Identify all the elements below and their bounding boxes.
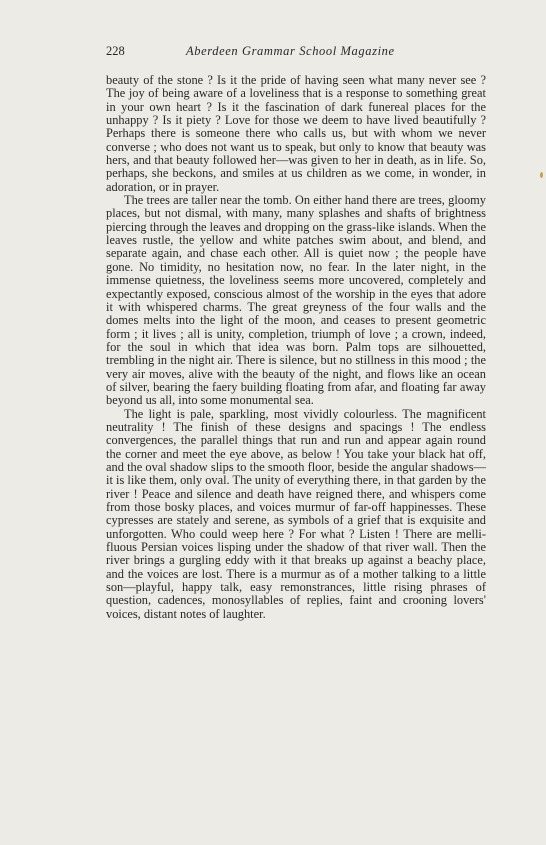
body-text xyxy=(106,74,486,621)
paragraph-light: The light is pale, sparkling, most vividly colourless. The magnificent neutrality ! The finish of these designs and spacings ! The endless convergences, the parallel things that run and run and appear again round the corner and meet the eye above, as below ! You take your black hat off, and the oval shadow slips to the smooth floor, beside the angular shadows—it is like them, only oval. The unity of everything there, in that garden by the river ! Peace and silence and death have reigned there, and whispers come from those bosky places, and voices murmur of far-off happinesses. These cypresses are stately and serene, as symbols of a grief that is exquisite and unforgotten. Who could weep here ? For what ? Listen ! There are melli-fluous Persian voices lisping under the shadow of that river wall. Then the river brings a gurgling eddy with it that breaks up against a beachy place, and the voices are lost. There is a murmur as of a mother talking to a little son—playful, happy talk, easy remonstrances, little rising phrases of question, cadences, monosyllables of replies, faint and crooning lovers' voices, distant notes of laughter. xyxy=(106,406,486,621)
page-number: 228 xyxy=(106,44,125,58)
page-header xyxy=(106,43,486,59)
paragraph-continued: beauty of the stone ? Is it the pride of having seen what many never see ? The joy of being aware of a loveliness that is a response to something great in your own heart ? Is it the fascination of dark funereal places for the unhappy ? Is it piety ? Love for those we deem to have lived beautifully ? Perhaps there is someone there who calls us, but with whom we never converse ; who does not want us to speak, but only to know that beauty was hers, and that beauty followed her—was given to her in death, as in life. So, perhaps, she beckons, and smiles at us children as we come, in wonder, in adoration, or in prayer. xyxy=(106,73,486,194)
paper-speck xyxy=(540,172,543,178)
paragraph-trees: The trees are taller near the tomb. On either hand there are trees, gloomy places, but not dismal, with many, many splashes and shafts of brightness piercing through the leaves and dropping on the grass-like islands. When the leaves rustle, the yellow and white patches swim about, and blend, and separate again, and chase each other. All is quiet now ; the people have gone. No timidity, no hesitation now, no fear. In the later night, in the immense quietness, the loveliness seems more uncovered, completely and expectantly exposed, conscious almost of the worship in the eyes that adore it with whispered charms. The great greyness of the four walls and the domes melts into the light of the moon, and ceases to present geometric form ; it lives ; all is unity, completion, triumph of love ; a crown, indeed, for the soul in which that idea was born. Palm tops are silhouetted, trembling in the night air. There is silence, but no stillness in this mood ; the very air moves, alive with the beauty of the night, and flows like an ocean of silver, bearing the faery building floating from afar, and floating far away beyond us all, into some monumental sea. xyxy=(106,193,486,408)
running-title: Aberdeen Grammar School Magazine xyxy=(186,44,395,58)
